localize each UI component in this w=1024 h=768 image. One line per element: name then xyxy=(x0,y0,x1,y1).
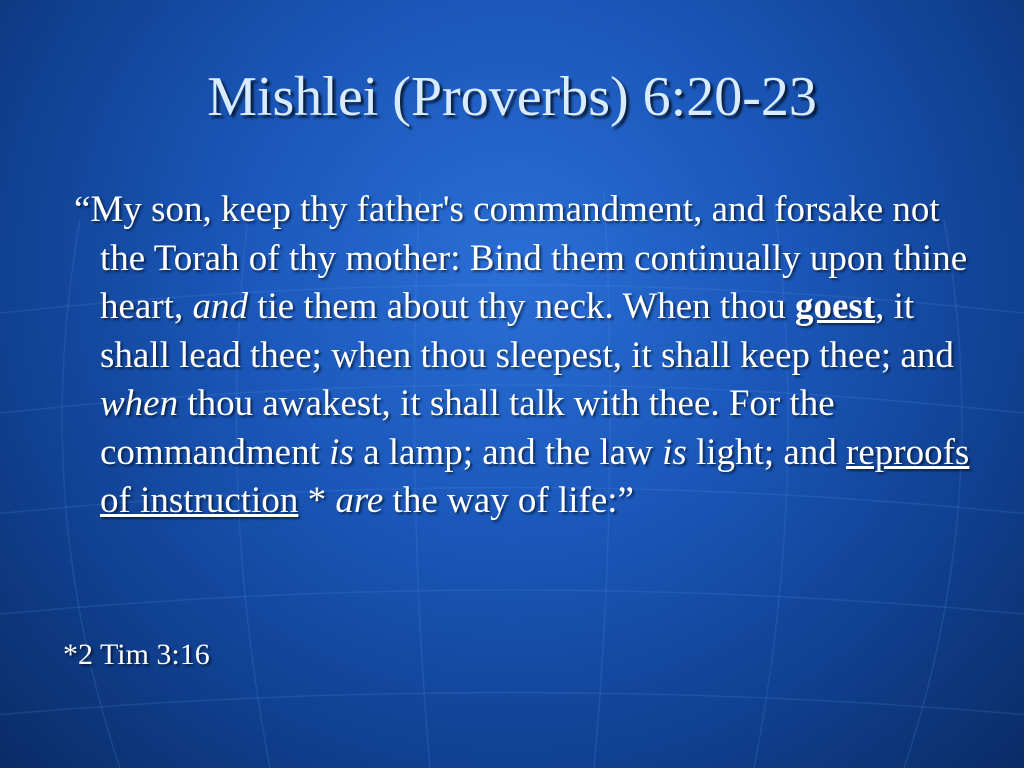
verse-segment: thou awakest, it shall talk with thee. For the commandment xyxy=(100,383,835,473)
verse-segment-underline: reproofs of instruction xyxy=(100,431,970,521)
footnote-reference: *2 Tim 3:16 xyxy=(63,638,210,671)
verse-segment-italic: and xyxy=(192,286,248,327)
verse-segment-italic: when xyxy=(100,383,179,424)
verse-segment-italic: is xyxy=(329,431,354,473)
verse-segment-italic: are xyxy=(335,480,384,521)
verse-segment: a lamp; and the law xyxy=(353,431,663,473)
verse-segment-italic: is xyxy=(662,431,687,473)
verse-segment: the way of life:” xyxy=(383,480,634,521)
verse-segment-bold-underline: goest xyxy=(794,286,876,327)
verse-segment: “My son, keep thy father's commandment, and forsake not the Torah of thy mother: Bind them continually upon thine heart, xyxy=(74,189,968,327)
verse-segment: , it shall lead thee; when thou sleepest, it shall keep thee; and xyxy=(100,286,954,376)
verse-text xyxy=(74,186,980,526)
verse-segment: tie them about thy neck. When thou xyxy=(247,286,795,327)
verse-segment: * xyxy=(298,480,336,521)
slide-title: Mishlei (Proverbs) 6:20-23 xyxy=(207,66,817,128)
verse-segment: light; and xyxy=(686,431,847,473)
